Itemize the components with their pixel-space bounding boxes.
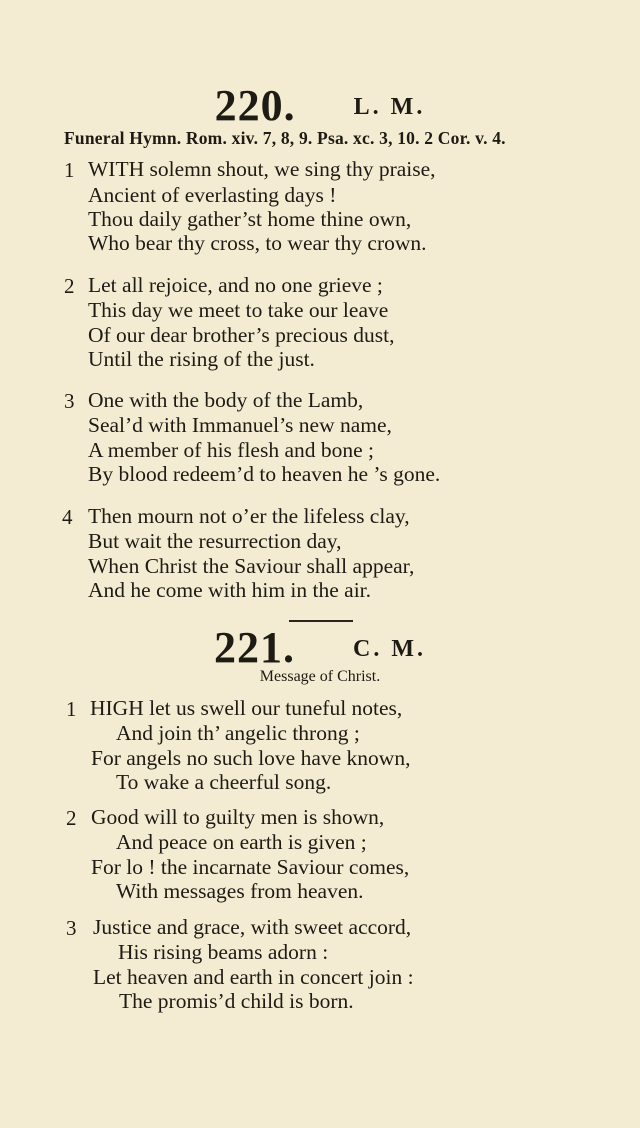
verse-line: By blood redeem’d to heaven he ’s gone. (88, 462, 441, 486)
verse-line: Thou daily gather’st home thine own, (88, 207, 412, 231)
verse-line: WITH solemn shout, we sing thy praise, (88, 157, 436, 181)
verse-line: One with the body of the Lamb, (88, 388, 364, 412)
verse-line: To wake a cheerful song. (116, 770, 332, 794)
verse-number: 3 (66, 916, 77, 940)
verse-line: Seal’d with Immanuel’s new name, (88, 413, 392, 437)
verse-line: HIGH let us swell our tuneful notes, (90, 696, 403, 720)
verse-line: When Christ the Saviour shall appear, (88, 554, 415, 578)
verse-line: The promis’d child is born. (119, 989, 354, 1013)
verse-line: Justice and grace, with sweet accord, (93, 915, 412, 939)
hymn-221-heading (0, 622, 640, 673)
verse-line: And join th’ angelic throng ; (116, 721, 360, 745)
verse-line: A member of his flesh and bone ; (88, 438, 375, 462)
hymn-220-number: 220. (214, 81, 296, 130)
hymn-221-meter: C. M. (353, 636, 426, 662)
verse-number: 4 (62, 505, 73, 529)
hymn-221-number: 221. (214, 623, 295, 672)
verse-line: But wait the resurrection day, (88, 529, 342, 553)
verse-line: Until the rising of the just. (88, 347, 315, 371)
verse-line: Who bear thy cross, to wear thy crown. (88, 231, 427, 255)
verse-line: This day we meet to take our leave (88, 298, 389, 322)
verse-line: Then mourn not o’er the lifeless clay, (88, 504, 410, 528)
verse-number: 3 (64, 389, 75, 413)
verse-number: 1 (66, 697, 77, 721)
verse-line: For lo ! the incarnate Saviour comes, (91, 855, 410, 879)
verse-number: 2 (66, 806, 77, 830)
verse-line: Good will to guilty men is shown, (91, 805, 385, 829)
verse-line: Of our dear brother’s precious dust, (88, 323, 395, 347)
verse-line: With messages from heaven. (116, 879, 364, 903)
verse-line: Let all rejoice, and no one grieve ; (88, 273, 383, 297)
hymn-221-subtitle: Message of Christ. (259, 668, 381, 685)
verse-number: 1 (64, 158, 75, 182)
verse-line: Let heaven and earth in concert join : (93, 965, 414, 989)
verse-line: For angels no such love have known, (91, 746, 411, 770)
verse-number: 2 (64, 274, 75, 298)
verse-line: And peace on earth is given ; (116, 830, 367, 854)
hymn-220-meter: L. M. (353, 94, 426, 120)
verse-line: And he come with him in the air. (88, 578, 372, 602)
verse-line: Ancient of everlasting days ! (88, 183, 337, 207)
hymn-220-subtitle: Funeral Hymn. Rom. xiv. 7, 8, 9. Psa. xc. 3, 10. 2 Cor. v. 4. (64, 128, 506, 148)
hymn-220-heading (0, 80, 640, 131)
verse-line: His rising beams adorn : (118, 940, 329, 964)
